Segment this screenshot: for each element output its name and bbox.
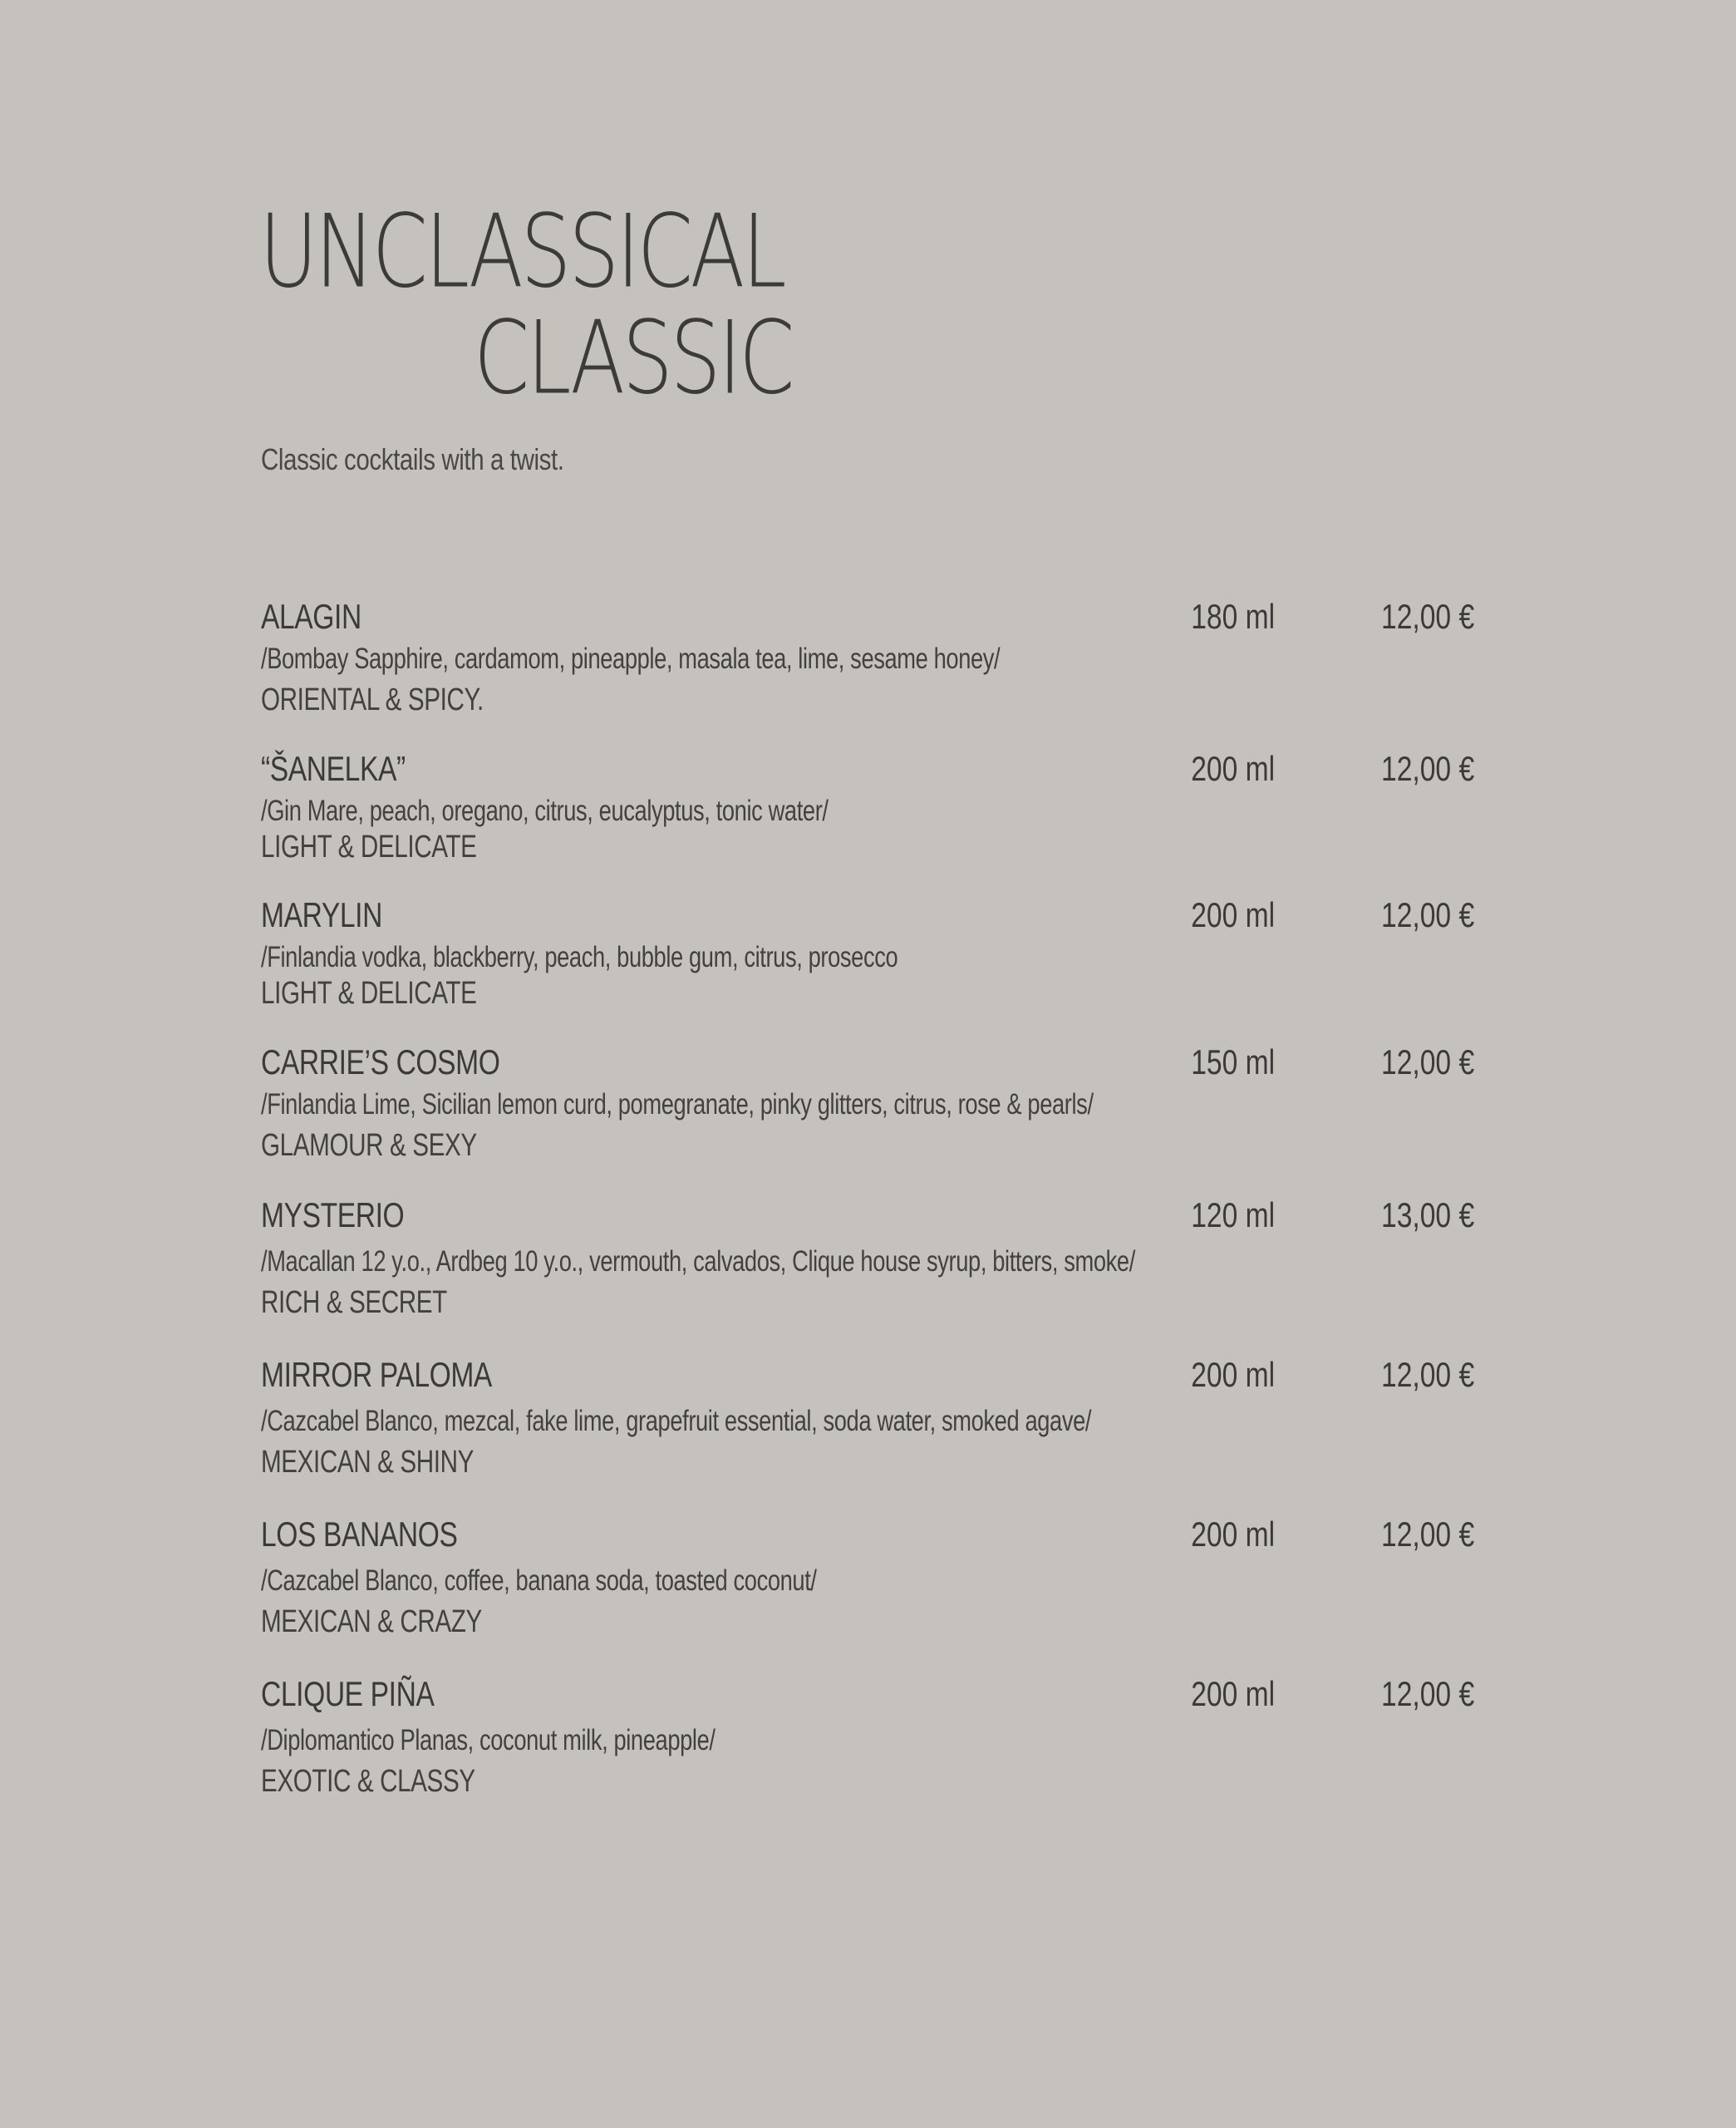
- item-price: 12,00 €: [1380, 895, 1474, 934]
- item-volume: 200 ml: [1191, 1515, 1275, 1554]
- item-volume: 200 ml: [1191, 895, 1275, 934]
- item-tag: LIGHT & DELICATE: [261, 830, 477, 864]
- item-description: /Finlandia vodka, blackberry, peach, bubble gum, citrus, prosecco: [261, 941, 898, 973]
- menu-item-alagin: [261, 597, 1474, 749]
- item-price: 12,00 €: [1380, 749, 1474, 788]
- menu-item-clique-pina: [261, 1674, 1474, 1834]
- item-volume: 120 ml: [1191, 1195, 1275, 1234]
- item-tag: ORIENTAL & SPICY.: [261, 682, 484, 717]
- item-tag: RICH & SECRET: [261, 1285, 447, 1320]
- menu-title-line-1: UNCLASSICAL: [259, 194, 784, 311]
- item-price: 12,00 €: [1380, 1515, 1474, 1554]
- item-tag: GLAMOUR & SEXY: [261, 1128, 477, 1163]
- item-name: LOS BANANOS: [261, 1515, 458, 1554]
- item-name: “ŠANELKA”: [261, 749, 406, 788]
- menu-item-mysterio: [261, 1195, 1474, 1355]
- item-description: /Diplomantico Planas, coconut milk, pineapple/: [261, 1724, 716, 1756]
- menu-item-los-bananos: [261, 1515, 1474, 1674]
- item-name: CARRIE’S COSMO: [261, 1042, 500, 1081]
- menu-item-sanelka: [261, 749, 1474, 895]
- menu-item-carries-cosmo: [261, 1042, 1474, 1195]
- item-name: CLIQUE PIÑA: [261, 1674, 435, 1713]
- menu-title-line-2: CLASSIC: [474, 300, 792, 417]
- item-tag: EXOTIC & CLASSY: [261, 1764, 475, 1799]
- menu-item-marylin: [261, 895, 1474, 1042]
- item-description: /Cazcabel Blanco, coffee, banana soda, toasted coconut/: [261, 1564, 817, 1597]
- item-tag: MEXICAN & CRAZY: [261, 1604, 482, 1639]
- item-volume: 150 ml: [1191, 1042, 1275, 1081]
- item-price: 12,00 €: [1380, 1355, 1474, 1394]
- item-price: 12,00 €: [1380, 1674, 1474, 1713]
- item-tag: LIGHT & DELICATE: [261, 976, 477, 1011]
- item-name: MIRROR PALOMA: [261, 1355, 492, 1394]
- item-description: /Gin Mare, peach, oregano, citrus, eucalyptus, tonic water/: [261, 795, 829, 827]
- item-name: ALAGIN: [261, 597, 361, 636]
- cocktail-list: [261, 597, 1474, 1834]
- item-volume: 200 ml: [1191, 1355, 1275, 1394]
- item-tag: MEXICAN & SHINY: [261, 1445, 475, 1480]
- item-volume: 180 ml: [1191, 597, 1275, 636]
- item-description: /Macallan 12 y.o., Ardbeg 10 y.o., vermouth, calvados, Clique house syrup, bitters, smoke/: [261, 1245, 1135, 1278]
- item-name: MYSTERIO: [261, 1195, 405, 1234]
- menu-subtitle: Classic cocktails with a twist.: [261, 442, 564, 476]
- item-price: 12,00 €: [1380, 597, 1474, 636]
- item-price: 12,00 €: [1380, 1042, 1474, 1081]
- menu-item-mirror-paloma: [261, 1355, 1474, 1515]
- item-price: 13,00 €: [1380, 1195, 1474, 1234]
- item-volume: 200 ml: [1191, 749, 1275, 788]
- item-description: /Finlandia Lime, Sicilian lemon curd, pomegranate, pinky glitters, citrus, rose & pearls/: [261, 1088, 1094, 1121]
- item-volume: 200 ml: [1191, 1674, 1275, 1713]
- item-description: /Cazcabel Blanco, mezcal, fake lime, grapefruit essential, soda water, smoked agave/: [261, 1405, 1092, 1437]
- item-name: MARYLIN: [261, 895, 382, 934]
- item-description: /Bombay Sapphire, cardamom, pineapple, masala tea, lime, sesame honey/: [261, 643, 1001, 675]
